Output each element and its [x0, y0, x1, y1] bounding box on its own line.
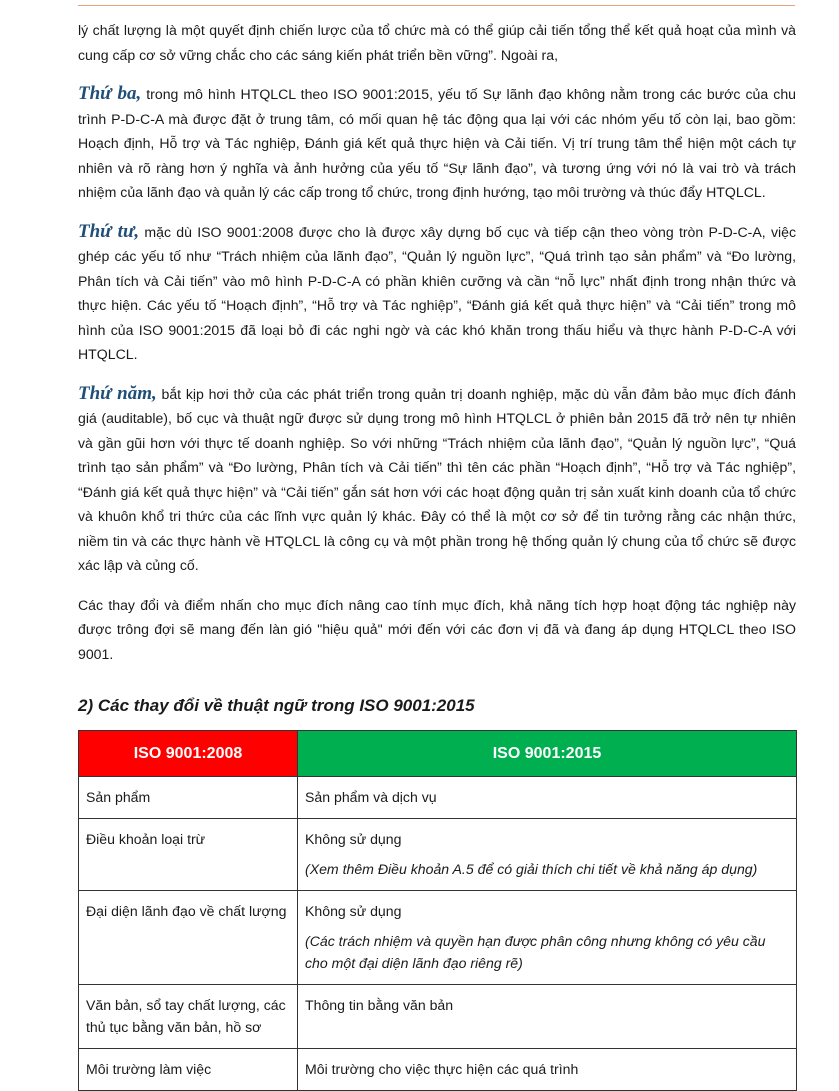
paragraph-text: mặc dù ISO 9001:2008 được cho là được xây dựng bố cục và tiếp cận theo vòng tròn P-D-C-A, việc ghép các yếu tố như “Trách nhiệm của lãnh đạo”, “Quản lý nguồn lực”, “Quá trình tạo sản phẩm” và “Đo lường, Phân tích và Cải tiến” vào mô hình P-D-C-A có phần khiên cưỡng và cần “nỗ lực” nhất định trong nhận thức và thực hiện. Các yếu tố “Hoạch định”, “Hỗ trợ và Tác nghiệp”, “Đánh giá kết quả thực hiện” và “Cải tiến” trong mô hình của ISO 9001:2015 đã loại bỏ đi các nghi ngờ và các khó khăn trong thấu hiểu và thực hành P-D-C-A với HTQLCL. [78, 223, 797, 362]
new-term-text: Không sử dụng [305, 903, 402, 919]
header-iso-2015: ISO 9001:2015 [298, 731, 797, 777]
paragraph-fourth [78, 220, 796, 367]
cell-new-term [298, 891, 797, 985]
cell-new-term [298, 777, 797, 819]
term-note: (Xem thêm Điều khoản A.5 để có giải thích chi tiết về khả năng áp dụng) [305, 861, 758, 877]
cell-old-term [79, 1049, 298, 1091]
closing-text: Các thay đổi và điểm nhấn cho mục đích nâng cao tính mục đích, khả năng tích hợp hoạt động tác nghiệp này được trông đợi sẽ mang đến làn gió "hiệu quả" mới đến với các đơn vị đã và đang áp dụng HTQLCL theo ISO 9001. [78, 596, 796, 662]
paragraph-lead: Thứ ba, [78, 83, 142, 104]
intro-text: lý chất lượng là một quyết định chiến lược của tổ chức mà có thể giúp cải tiến tổng thể kết quả hoạt của mình và cung cấp cơ sở vững chắc cho các sáng kiến phát triển bền vững”. Ngoài ra, [78, 22, 796, 63]
paragraph-text: bắt kịp hơi thở của các phát triển trong quản trị doanh nghiệp, mặc dù vẫn đảm bảo mục đích đánh giá (auditable), bố cục và thuật ngữ được sử dụng trong mô hình HTQLCL ở phiên bản 2015 đã trở nên tự nhiên và gần gũi hơn với thực tế doanh nghiệp. So với những “Trách nhiệm của lãnh đạo”, “Quản lý nguồn lực”, “Quá trình tạo sản phẩm” và “Đo lường, Phân tích và Cải tiến” thì tên các phần “Hoạch định”, “Hỗ trợ và Tác nghiệp”, “Đánh giá kết quả thực hiện” và “Cải tiến” gắn sát hơn với các hoạt động quản trị sản xuất kinh doanh của tổ chức và khuôn khổ tri thức của các lĩnh vực quản lý khác. Đây có thể là một cơ sở để tin tưởng rằng các nhận thức, niềm tin và các thực hành về HTQLCL là công cụ và một phần trong hệ thống quản lý chung của tổ chức sẽ được xác lập và củng cố. [78, 385, 796, 573]
cell-old-term [79, 985, 298, 1049]
term-note: (Các trách nhiệm và quyền hạn được phân công nhưng không có yêu cầu cho một đại diện lãnh đạo riêng rẽ) [305, 933, 766, 971]
paragraph-lead: Thứ tư, [78, 220, 140, 242]
paragraph-fifth [78, 382, 796, 578]
old-term-text: Điều khoản loại trừ [86, 831, 206, 847]
header-iso-2008: ISO 9001:2008 [79, 731, 298, 777]
section-heading: 2) Các thay đổi về thuật ngữ trong ISO 9001:2015 [78, 696, 475, 715]
new-term-text: Thông tin bằng văn bản [305, 997, 454, 1013]
table-row [79, 819, 797, 891]
old-term-text: Đại diện lãnh đạo về chất lượng [86, 903, 287, 919]
table-header-row [79, 731, 797, 777]
paragraph-text: trong mô hình HTQLCL theo ISO 9001:2015, yếu tố Sự lãnh đạo không nằm trong các bước của chu trình P-D-C-A mà được đặt ở trung tâm, có mối quan hệ tác động qua lại với các nhóm yếu tố còn lại, bao gồm: Hoạch định, Hỗ trợ và Tác nghiệp, Đánh giá kết quả thực hiện và Cải tiến. Vị trí trung tâm thể hiện một cách tự nhiên và rõ ràng hơn ý nghĩa và ảnh hưởng của yếu tố “Sự lãnh đạo”, và tương ứng với nó là vai trò và trách nhiệm của lãnh đạo và quản lý các cấp trong tổ chức, trong định hướng, tạo môi trường và thúc đẩy HTQLCL. [78, 86, 796, 200]
closing-paragraph [78, 593, 796, 667]
intro-paragraph [78, 18, 796, 67]
cell-old-term [79, 777, 298, 819]
new-term-text: Không sử dụng [305, 831, 402, 847]
paragraph-lead: Thứ năm, [78, 382, 157, 404]
old-term-text: Sản phẩm [86, 789, 151, 805]
cell-new-term [298, 819, 797, 891]
cell-old-term [79, 819, 298, 891]
page-top-rule [78, 5, 795, 6]
cell-old-term [79, 891, 298, 985]
new-term-text: Sản phẩm và dịch vụ [305, 789, 437, 805]
table-row [79, 891, 797, 985]
table-row [79, 985, 797, 1049]
cell-new-term [298, 985, 797, 1049]
document-body [78, 18, 796, 1091]
table-row [79, 777, 797, 819]
cell-new-term [298, 1049, 797, 1091]
old-term-text: Môi trường làm việc [86, 1061, 212, 1077]
terminology-table [78, 730, 797, 1091]
new-term-text: Môi trường cho việc thực hiện các quá trình [305, 1061, 579, 1077]
table-row [79, 1049, 797, 1091]
paragraph-third [78, 82, 796, 205]
old-term-text: Văn bản, sổ tay chất lượng, các thủ tục bằng văn bản, hồ sơ [86, 997, 286, 1035]
